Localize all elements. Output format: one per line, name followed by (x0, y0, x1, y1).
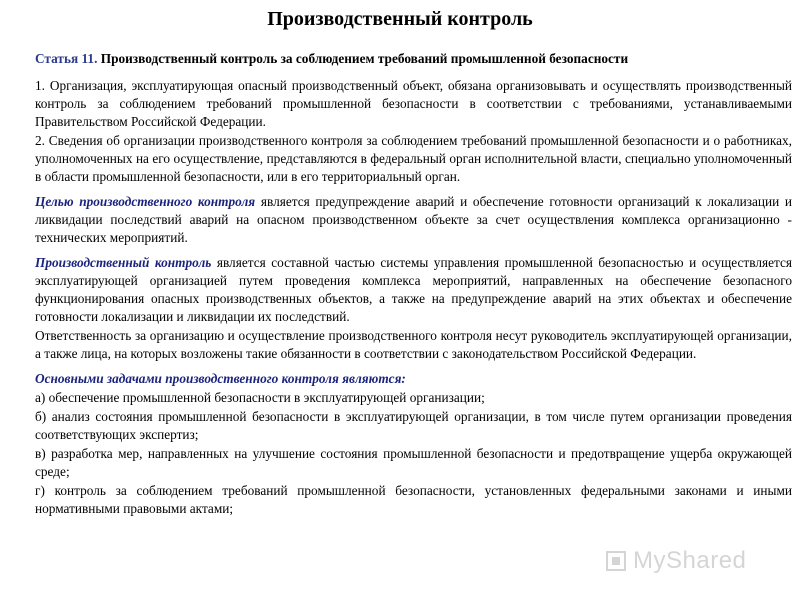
list-item: г) контроль за соблюдением требований промышленной безопасности, установленных федеральными законами и иными нормативными правовыми актами; (35, 483, 792, 516)
article-title: Производственный контроль за соблюдением требований промышленной безопасности (97, 51, 629, 66)
tasks-heading: Основными задачами производственного контроля являются: (35, 371, 406, 386)
list-item: б) анализ состояния промышленной безопасности в эксплуатирующей организации, в том числе путем организации проведения соответствующих экспертиз; (35, 409, 792, 442)
list-item: а) обеспечение промышленной безопасности в эксплуатирующей организации; (35, 390, 485, 405)
watermark-text: MyShared (633, 547, 747, 574)
goal-text: является предупреждение аварий и обеспечение готовности организаций к локализации и ликвидации последствий аварий на опасном производственном объекте за счет осуществления комплекса организационно - технических мероприятий. (35, 194, 792, 245)
article-heading (35, 50, 792, 68)
control-paragraph (35, 254, 792, 326)
paragraph-2: 2. Сведения об организации производственного контроля за соблюдением требований промышленной безопасности и о работниках, уполномоченных на его осуществление, представляются в федеральный орган исполнительной власти, специально уполномоченный в области промышленной безопасности, или в его территориальный орган. (35, 133, 792, 184)
page-title: Производственный контроль (267, 8, 533, 30)
control-text: является составной частью системы управления промышленной безопасностью и осуществляется эксплуатирующей организацией путем проведения комплекса мероприятий, направленных на обеспечение безопасного функционирования опасных производственных объектов, а также на предупреждение аварий на этих объектах и обеспечение готовности локализации и ликвидации их последствий. (35, 255, 792, 324)
watermark-logo-icon (605, 550, 627, 572)
article-number: Статья 11. (35, 51, 98, 66)
list-item: в) разработка мер, направленных на улучшение состояния промышленной безопасности и предотвращение ущерба окружающей среде; (35, 446, 792, 479)
goal-lead: Целью производственного контроля (35, 194, 256, 209)
responsibility-paragraph: Ответственность за организацию и осуществление производственного контроля несут руководитель эксплуатирующей организации, а также лица, на которых возложены такие обязанности в соответствии с законодательством Российской Федерации. (35, 328, 792, 361)
control-lead: Производственный контроль (35, 255, 212, 270)
paragraph-1: 1. Организация, эксплуатирующая опасный производственный объект, обязана организовывать и осуществлять производственный контроль за соблюдением требований промышленной безопасности в соответствии с требованиями, устанавливаемыми Правительством Российской Федерации. (35, 78, 792, 129)
goal-paragraph (35, 193, 792, 247)
watermark (605, 548, 795, 574)
document-body (35, 50, 792, 518)
